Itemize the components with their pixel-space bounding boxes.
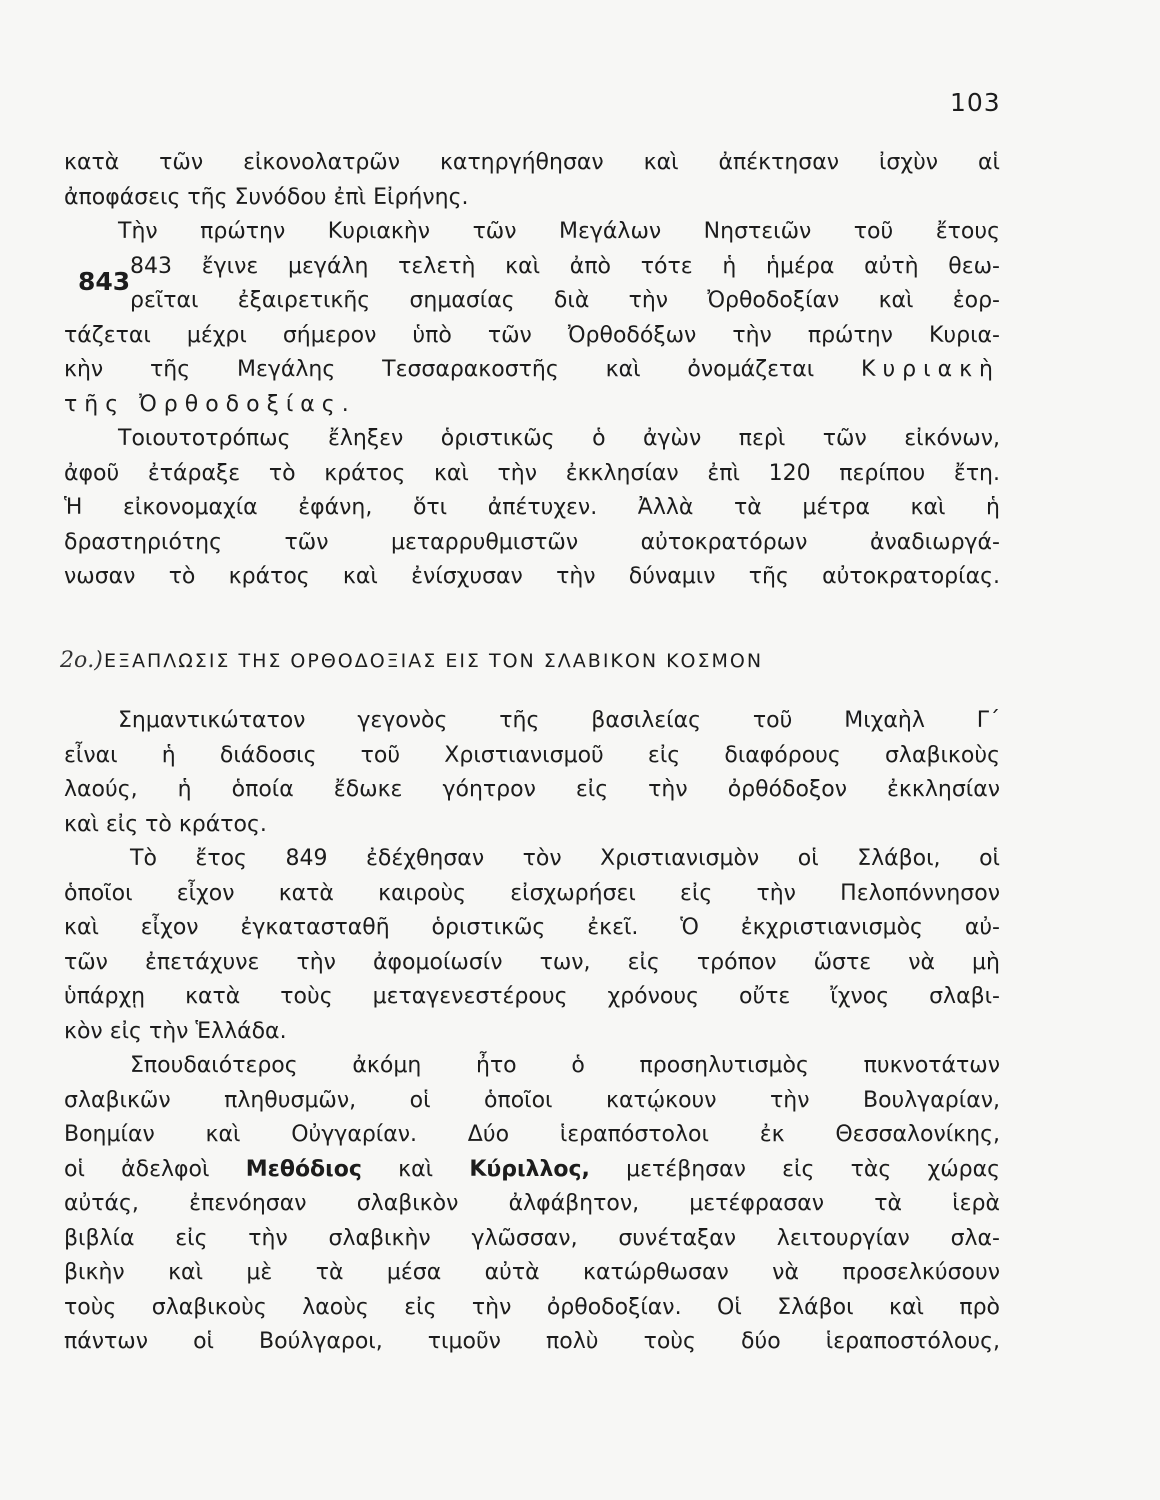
emphasis-orthodoxias: τῆς Ὀρθοδοξίας. [64,391,356,417]
margin-year-note: 843 [78,267,131,296]
text-line: τοὺς σλαβικοὺς λαοὺς εἰς τὴν ὀρθοδοξίαν. Οἱ Σλάβοι καὶ πρὸ [64,1294,1000,1320]
text-line: Τοιουτοτρόπως ἔληξεν ὁριστικῶς ὁ ἀγὼν περὶ τῶν εἰκόνων, [118,426,1000,451]
page-number: 103 [950,88,1001,117]
name-methodios: Μεθόδιος [245,1156,362,1182]
section-iconoclasm-end [64,146,1000,595]
text-line: Ἡ εἰκονομαχία ἐφάνη, ὅτι ἀπέτυχεν. Ἀλλὰ τὰ μέτρα καὶ ἡ [64,495,1000,520]
text-line: κατὰ τῶν εἰκονολατρῶν κατηργήθησαν καὶ ἀπέκτησαν ἰσχὺν αἱ [64,150,1000,175]
text-line: βιβλία εἰς τὴν σλαβικὴν γλῶσσαν, συνέταξαν λειτουργίαν σλα- [64,1225,1000,1251]
text-line: καὶ εἶχον ἐγκατασταθῆ ὁριστικῶς ἐκεῖ. Ὁ ἐκχριστιανισμὸς αὐ- [64,915,1000,940]
text-line: νωσαν τὸ κράτος καὶ ἐνίσχυσαν τὴν δύναμιν τῆς αὐτοκρατορίας. [64,564,1000,589]
text-run: μετέβησαν εἰς τὰς χώρας [626,1156,1001,1182]
text-line: εἶναι ἡ διάδοσις τοῦ Χριστιανισμοῦ εἰς διαφόρους σλαβικοὺς [64,742,1000,768]
text-line: σλαβικῶν πληθυσμῶν, οἱ ὁποῖοι κατῴκουν τὴν Βουλγαρίαν, [64,1087,1000,1113]
section-slavic-world [64,704,1000,1360]
text-line: δραστηριότης τῶν μεταρρυθμιστῶν αὐτοκρατόρων ἀναδιωργά- [64,529,1000,555]
text-line: Σπουδαιότερος ἀκόμη ἦτο ὁ προσηλυτισμὸς πυκνοτάτων [130,1053,1000,1078]
handwritten-mark: 2ο.) [60,648,103,673]
text-line [64,1153,1000,1188]
text-line: Τὴν πρώτην Κυριακὴν τῶν Μεγάλων Νηστειῶν τοῦ ἔτους [118,219,1000,244]
section-heading: ΕΞΑΠΛΩΣΙΣ ΤΗΣ ΟΡΘΟΔΟΞΙΑΣ ΕΙΣ ΤΟΝ ΣΛΑΒΙΚΟΝ ΚΟΣΜΟΝ [104,650,764,672]
text-line: ἀποφάσεις τῆς Συνόδου ἐπὶ Εἰρήνης. [64,184,469,210]
text-line: ἀφοῦ ἐτάραξε τὸ κράτος καὶ τὴν ἐκκλησίαν ἐπὶ 120 περίπου ἔτη. [64,460,1000,486]
text-line [64,353,1000,388]
text-run: καὶ [398,1156,434,1182]
text-line: ὑπάρχῃ κατὰ τοὺς μεταγενεστέρους χρόνους οὔτε ἴχνος σλαβι- [64,984,1000,1009]
emphasis-kyriaki: Κυριακὴ [861,357,1000,382]
text-line: Βοημίαν καὶ Οὐγγαρίαν. Δύο ἱεραπόστολοι ἐκ Θεσσαλονίκης, [64,1122,1000,1147]
text-run: κὴν τῆς Μεγάλης Τεσσαρακοστῆς καὶ ὀνομάζεται [64,357,815,382]
text-line: τάζεται μέχρι σήμερον ὑπὸ τῶν Ὀρθοδόξων τὴν πρώτην Κυρια- [64,322,1000,348]
text-line: Σημαντικώτατον γεγονὸς τῆς βασιλείας τοῦ Μιχαὴλ Γ΄ [118,708,1000,733]
text-line: ὁποῖοι εἶχον κατὰ καιροὺς εἰσχωρήσει εἰς τὴν Πελοπόννησον [64,880,1000,906]
name-kyrillos: Κύριλλος, [469,1156,590,1182]
text-line: λαούς, ἡ ὁποία ἔδωκε γόητρον εἰς τὴν ὀρθόδοξον ἐκκλησίαν [64,777,1000,802]
text-line: καὶ εἰς τὸ κράτος. [64,811,267,837]
text-line: αὐτάς, ἐπενόησαν σλαβικὸν ἀλφάβητον, μετέφρασαν τὰ ἱερὰ [64,1191,1000,1216]
text-line: Τὸ ἔτος 849 ἐδέχθησαν τὸν Χριστιανισμὸν οἱ Σλάβοι, οἱ [130,846,1000,871]
text-line: ρεῖται ἐξαιρετικῆς σημασίας διὰ τὴν Ὀρθοδοξίαν καὶ ἑορ- [130,288,1000,313]
text-line: πάντων οἱ Βούλγαροι, τιμοῦν πολὺ τοὺς δύο ἱεραποστόλους, [64,1329,1000,1354]
text-line: τῶν ἐπετάχυνε τὴν ἀφομοίωσίν των, εἰς τρόπον ὥστε νὰ μὴ [64,949,1000,975]
text-line: 843 ἔγινε μεγάλη τελετὴ καὶ ἀπὸ τότε ἡ ἡμέρα αὐτὴ θεω- [130,253,1000,279]
text-line: βικὴν καὶ μὲ τὰ μέσα αὐτὰ κατώρθωσαν νὰ προσελκύσουν [64,1260,1000,1285]
text-line: κὸν εἰς τὴν Ἑλλάδα. [64,1018,287,1044]
text-run: οἱ ἀδελφοὶ [64,1156,210,1182]
